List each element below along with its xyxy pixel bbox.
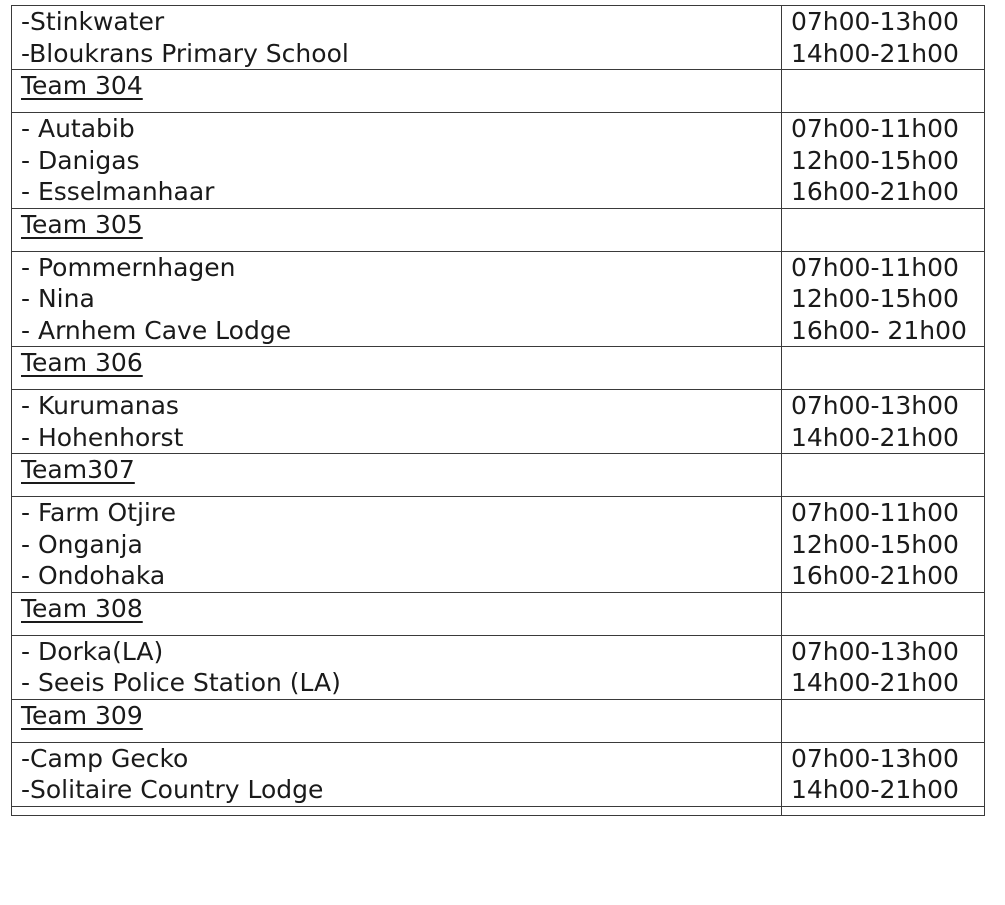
times-cell — [782, 635, 985, 699]
location-name: - Autabib — [21, 114, 135, 143]
time-slot: 07h00-11h00 — [791, 498, 959, 527]
location-name: -Solitaire Country Lodge — [21, 775, 324, 804]
time-slot: 16h00-21h00 — [791, 561, 959, 590]
location-name: - Farm Otjire — [21, 498, 176, 527]
team-name: Team307 — [21, 455, 135, 484]
locations-row — [12, 742, 985, 806]
team-name-cell — [12, 454, 782, 497]
locations-row — [12, 251, 985, 347]
team-name: Team 306 — [21, 348, 143, 377]
location-name: - Esselmanhaar — [21, 177, 215, 206]
team-name-cell — [12, 208, 782, 251]
team-time-cell-empty — [782, 70, 985, 113]
time-slot: 07h00-13h00 — [791, 391, 959, 420]
team-header-row — [12, 454, 985, 497]
table-continuation-row — [12, 806, 985, 815]
location-name: - Hohenhorst — [21, 422, 184, 452]
team-time-cell-empty — [782, 454, 985, 497]
times-cell — [782, 742, 985, 806]
location-name: -Camp Gecko — [21, 743, 189, 773]
team-header-row — [12, 592, 985, 635]
team-name: Team 304 — [21, 71, 143, 100]
location-name: - Kurumanas — [21, 391, 179, 420]
locations-cell — [12, 635, 782, 699]
location-name: - Dorka(LA) — [21, 636, 164, 666]
team-name-cell — [12, 70, 782, 113]
time-slot: 14h00-21h00 — [791, 668, 959, 697]
team-name: Team 308 — [21, 593, 143, 623]
times-cell — [782, 251, 985, 347]
times-cell — [782, 390, 985, 454]
continuation-cell — [782, 806, 985, 815]
locations-cell — [12, 113, 782, 209]
team-time-cell-empty — [782, 347, 985, 390]
location-name: - Nina — [21, 284, 95, 313]
schedule-body — [12, 6, 985, 816]
time-slot: 12h00-15h00 — [791, 284, 959, 313]
team-time-cell-empty — [782, 208, 985, 251]
location-name: - Pommernhagen — [21, 252, 236, 282]
location-name: -Bloukrans Primary School — [21, 38, 349, 68]
location-name: - Arnhem Cave Lodge — [21, 315, 292, 345]
time-slot: 16h00-21h00 — [791, 177, 959, 206]
times-cell — [782, 6, 985, 70]
locations-cell — [12, 497, 782, 593]
times-cell — [782, 497, 985, 593]
time-slot: 07h00-13h00 — [791, 636, 959, 666]
times-cell — [782, 113, 985, 209]
locations-row — [12, 113, 985, 209]
locations-row — [12, 6, 985, 70]
schedule-table — [11, 5, 985, 816]
time-slot: 07h00-11h00 — [791, 252, 959, 282]
time-slot: 14h00-21h00 — [791, 38, 959, 68]
locations-cell — [12, 742, 782, 806]
team-header-row — [12, 70, 985, 113]
team-name-cell — [12, 347, 782, 390]
team-name-cell — [12, 699, 782, 742]
location-name: - Onganja — [21, 529, 143, 559]
team-time-cell-empty — [782, 699, 985, 742]
location-name: - Ondohaka — [21, 561, 166, 590]
locations-cell — [12, 251, 782, 347]
time-slot: 12h00-15h00 — [791, 529, 959, 559]
time-slot: 14h00-21h00 — [791, 422, 959, 452]
team-header-row — [12, 208, 985, 251]
team-header-row — [12, 699, 985, 742]
time-slot: 12h00-15h00 — [791, 145, 959, 175]
team-name: Team 305 — [21, 209, 143, 239]
locations-row — [12, 635, 985, 699]
team-name-cell — [12, 592, 782, 635]
locations-cell — [12, 390, 782, 454]
team-header-row — [12, 347, 985, 390]
team-time-cell-empty — [782, 592, 985, 635]
time-slot: 14h00-21h00 — [791, 775, 959, 804]
time-slot: 07h00-13h00 — [791, 7, 959, 36]
location-name: - Seeis Police Station (LA) — [21, 668, 341, 697]
team-name: Team 309 — [21, 700, 143, 730]
time-slot: 16h00- 21h00 — [791, 315, 967, 345]
continuation-cell — [12, 806, 782, 815]
time-slot: 07h00-13h00 — [791, 743, 959, 773]
time-slot: 07h00-11h00 — [791, 114, 959, 143]
locations-cell — [12, 6, 782, 70]
locations-row — [12, 390, 985, 454]
locations-row — [12, 497, 985, 593]
location-name: -Stinkwater — [21, 7, 165, 36]
location-name: - Danigas — [21, 145, 140, 175]
